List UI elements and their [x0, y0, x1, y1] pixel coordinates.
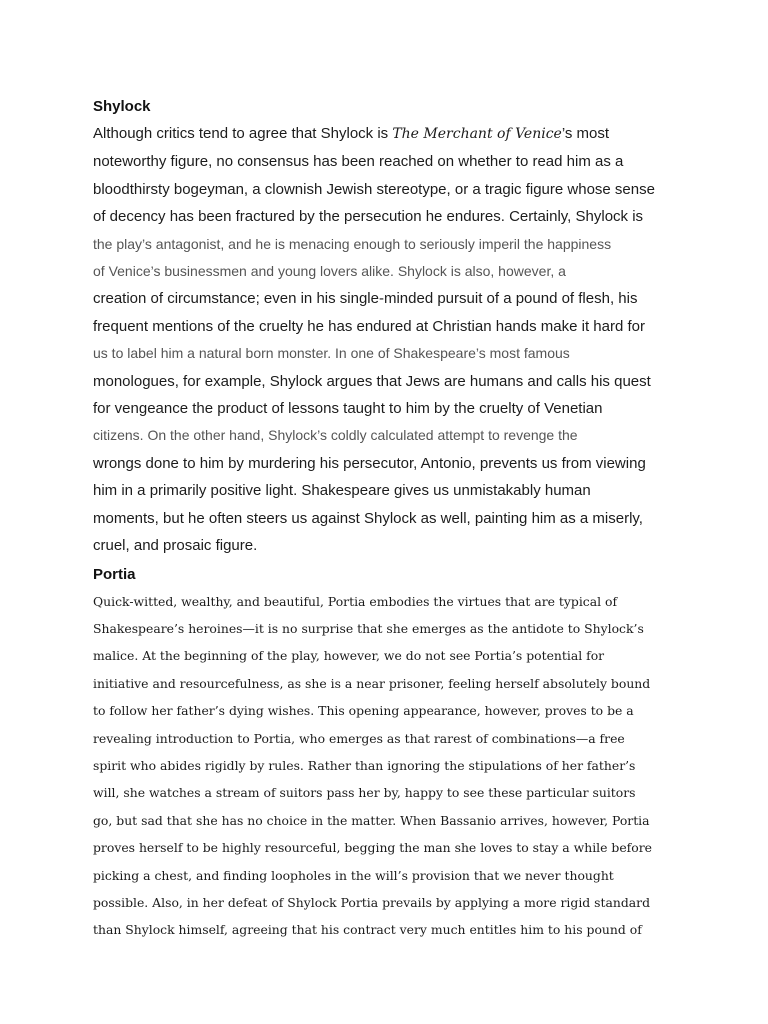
shylock-line-1 [93, 120, 693, 148]
shylock-line-9: us to label him a natural born monster. In one of Shakespeare’s most famous [93, 345, 570, 362]
shylock-line-12: citizens. On the other hand, Shylock’s coldly calculated attempt to revenge the [93, 427, 578, 444]
portia-line-3: malice. At the beginning of the play, however, we do not see Portia’s potential for [93, 648, 605, 664]
shylock-line-14: him in a primarily positive light. Shakespeare gives us unmistakably human [93, 482, 591, 500]
shylock-line-8: frequent mentions of the cruelty he has endured at Christian hands make it hard for [93, 317, 645, 335]
shylock-line-1-end: ’s most [561, 125, 610, 142]
portia-line-7: spirit who abides rigidly by rules. Rather than ignoring the stipulations of her father’s [93, 757, 636, 773]
portia-paragraph [93, 588, 693, 944]
shylock-line-13: wrongs done to him by murdering his persecutor, Antonio, prevents us from viewing [93, 454, 646, 472]
portia-line-10: proves herself to be highly resourceful, begging the man she loves to stay a while before [93, 840, 652, 856]
portia-line-8: will, she watches a stream of suitors pass her by, happy to see these particular suitors [93, 785, 636, 801]
shylock-line-7: creation of circumstance; even in his single-minded pursuit of a pound of flesh, his [93, 290, 638, 308]
portia-line-6: revealing introduction to Portia, who emerges as that rarest of combinations—a free [93, 730, 625, 746]
play-title: The Merchant of Venice [392, 126, 562, 142]
shylock-line-3: bloodthirsty bogeyman, a clownish Jewish stereotype, or a tragic figure whose sense [93, 180, 655, 198]
portia-line-2: Shakespeare’s heroines—it is no surprise that she emerges as the antidote to Shylock’s [93, 620, 644, 636]
portia-line-13: than Shylock himself, agreeing that his contract very much entitles him to his pound of [93, 922, 642, 938]
portia-line-1: Quick-witted, wealthy, and beautiful, Portia embodies the virtues that are typical of [93, 593, 618, 609]
shylock-line-16: cruel, and prosaic figure. [93, 537, 258, 555]
shylock-line-10: monologues, for example, Shylock argues that Jews are humans and calls his quest [93, 372, 651, 390]
portia-line-5: to follow her father’s dying wishes. This opening appearance, however, proves to be a [93, 703, 634, 719]
portia-line-11: picking a chest, and finding loopholes in the will’s provision that we never thought [93, 867, 614, 883]
portia-line-9: go, but sad that she has no choice in the matter. When Bassanio arrives, however, Portia [93, 812, 650, 828]
shylock-line-2: noteworthy figure, no consensus has been reached on whether to read him as a [93, 153, 624, 171]
shylock-line-5: the play’s antagonist, and he is menacing enough to seriously imperil the happiness [93, 235, 612, 252]
shylock-heading: Shylock [93, 98, 151, 115]
shylock-paragraph [93, 120, 693, 560]
portia-line-4: initiative and resourcefulness, as she is a near prisoner, feeling herself absolutely bound [93, 675, 651, 691]
shylock-line-6: of Venice’s businessmen and young lovers alike. Shylock is also, however, a [93, 263, 566, 280]
portia-heading: Portia [93, 565, 136, 583]
shylock-line-11: for vengeance the product of lessons taught to him by the cruelty of Venetian [93, 400, 603, 418]
shylock-line-15: moments, but he often steers us against Shylock as well, painting him as a miserly, [93, 509, 643, 527]
shylock-line-1-start: Although critics tend to agree that Shylock is [93, 125, 393, 142]
shylock-line-4: of decency has been fractured by the persecution he endures. Certainly, Shylock is [93, 208, 644, 226]
portia-line-12: possible. Also, in her defeat of Shylock Portia prevails by applying a more rigid standard [93, 894, 651, 910]
